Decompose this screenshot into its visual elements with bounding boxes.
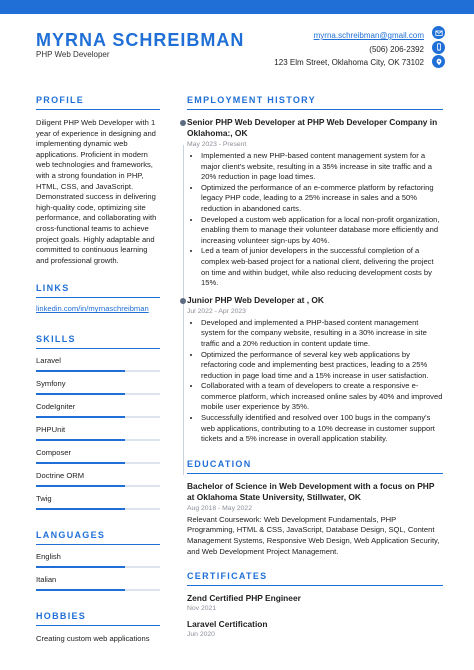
hobbies-heading: HOBBIES (36, 611, 160, 626)
language-item (36, 575, 160, 591)
contact-block (274, 29, 424, 70)
languages-heading: LANGUAGES (36, 530, 160, 545)
language-item (36, 552, 160, 568)
skills-list (36, 356, 160, 510)
skill-name: PHPUnit (36, 425, 66, 435)
language-level-fill (36, 589, 125, 591)
job-entry (187, 295, 443, 445)
skills-heading: SKILLS (36, 334, 160, 349)
email-icon (432, 26, 445, 39)
profile-text: Diligent PHP Web Developer with 1 year of experience in designing and implementing dynamic web applications. Proficient in modern web technologies and frameworks, with a strong foundation in PHP, HTML, CSS, and JavaScript. Demonstrated success in delivering high-quality code, optimizing site performance, and collaborating with cross-functional teams to achieve project goals. Highly adaptable and committed to continuous learning and professional growth. (36, 118, 157, 265)
right-column (187, 95, 443, 638)
job-date: May 2023 - Present (187, 141, 247, 148)
skill-level-fill (36, 485, 125, 487)
employment-timeline (187, 117, 443, 445)
skill-level-bar (36, 508, 160, 510)
candidate-role: PHP Web Developer (36, 50, 110, 59)
left-column (36, 95, 160, 643)
skill-level-bar (36, 462, 160, 464)
skill-name: Symfony (36, 379, 66, 389)
certificates-heading: CERTIFICATES (187, 571, 443, 586)
timeline-line (183, 145, 184, 475)
skill-name: Twig (36, 494, 52, 504)
job-bullet: • Developed and implemented a PHP-based content management system for the company website, resulting in a 30% increase in site traffic and a 20% reduction in content update time. (201, 318, 443, 350)
job-bullet: • Optimized the performance of an e-commerce platform by refactoring legacy PHP code, leading to a 25% increase in sales and a 50% reduction in abandoned carts. (201, 183, 443, 215)
job-bullets (187, 318, 443, 445)
job-bullets (187, 151, 443, 289)
language-level-bar (36, 589, 160, 591)
job-bullet: • Developed a custom web application for a local non-profit organization, enabling them to manage their volunteer database more efficiently and increasing volunteer sign-ups by 40%. (201, 215, 443, 247)
language-level-fill (36, 566, 125, 568)
job-bullet: • Implemented a new PHP-based content management system for a major client's website, resulting in a 35% increase in site traffic and a 20% reduction in page load times. (201, 151, 443, 183)
language-level-bar (36, 566, 160, 568)
skill-item (36, 379, 160, 395)
profile-heading: PROFILE (36, 95, 160, 110)
skill-item (36, 471, 160, 487)
language-name: English (36, 552, 61, 562)
skill-level-bar (36, 485, 160, 487)
skill-level-bar (36, 370, 160, 372)
contact-icons (432, 26, 445, 70)
skill-level-fill (36, 508, 125, 510)
skill-name: Composer (36, 448, 72, 458)
job-date: Jul 2022 - Apr 2023 (187, 307, 246, 315)
languages-list (36, 552, 160, 591)
skill-item (36, 448, 160, 464)
skill-level-fill (36, 439, 125, 441)
skill-level-fill (36, 393, 125, 395)
job-bullet: • Led a team of junior developers in the successful completion of a complex web-based project for a national client, delivering the project on time and within budget, while also reducing development costs by 15%. (201, 246, 443, 288)
email-link[interactable]: myrna.schreibman@gmail.com (313, 31, 424, 40)
education-degree: Bachelor of Science in Web Development with a focus on PHP at Oklahoma State University, Stillwater, OK (187, 480, 435, 502)
hobby-item: Creating custom web applications (36, 634, 150, 644)
certificate-name: Laravel Certification (187, 619, 268, 630)
timeline-dot (180, 120, 186, 126)
job-bullet: • Optimized the performance of several key web applications by refactoring code and implementing best practices, leading to a 25% reduction in page load time and a 15% increase in user satisfaction. (201, 350, 443, 382)
links-heading: LINKS (36, 283, 160, 298)
linkedin-link[interactable]: linkedin.com/in/myrnaschreibman (36, 304, 149, 314)
certificate-name: Zend Certified PHP Engineer (187, 593, 301, 604)
skill-level-bar (36, 416, 160, 418)
job-entry (187, 117, 443, 289)
education-heading: EDUCATION (187, 459, 443, 474)
certificate-date: Nov 2021 (187, 605, 217, 613)
job-bullet: • Successfully identified and resolved over 100 bugs in the company's web applications, contributing to a 10% decrease in customer support tickets and a 5% increase in overall application stability. (201, 413, 443, 445)
job-title: Junior PHP Web Developer at , OK (187, 294, 324, 305)
phone-icon (432, 41, 445, 54)
job-bullet: • Collaborated with a team of developers to create a responsive e-commerce platform, which increased online sales by 40% and improved mobile user experience by 35%. (201, 381, 443, 413)
timeline-dot (180, 298, 186, 304)
top-accent-bar (0, 0, 474, 14)
employment-heading: EMPLOYMENT HISTORY (187, 95, 443, 110)
address-text: 123 Elm Street, Oklahoma City, OK 73102 (274, 58, 424, 67)
candidate-name: MYRNA SCHREIBMAN (36, 30, 245, 50)
skill-level-fill (36, 370, 125, 372)
skill-name: CodeIgniter (36, 402, 76, 412)
skill-name: Doctrine ORM (36, 471, 85, 481)
education-date: Aug 2018 - May 2022 (187, 504, 252, 512)
language-name: Italian (36, 575, 57, 585)
location-icon (432, 55, 445, 68)
skill-level-fill (36, 416, 125, 418)
skill-level-bar (36, 393, 160, 395)
skill-item (36, 425, 160, 441)
skill-item (36, 356, 160, 372)
skill-item (36, 494, 160, 510)
phone-text: (506) 206-2392 (369, 44, 424, 54)
certificate-date: Jun 2020 (187, 631, 215, 639)
job-title: Senior PHP Web Developer at PHP Web Developer Company in Oklahoma:, OK (187, 117, 438, 138)
skill-level-fill (36, 462, 125, 464)
education-coursework: Relevant Coursework: Web Development Fundamentals, PHP Programming, HTML & CSS, JavaScript, Database Design, SQL, Content Management Systems, Responsive Web Design, Web Application Security, and Web Development Project Management. (187, 514, 440, 556)
certificates-list (187, 593, 443, 638)
skill-name: Laravel (36, 356, 61, 366)
skill-level-bar (36, 439, 160, 441)
skill-item (36, 402, 160, 418)
